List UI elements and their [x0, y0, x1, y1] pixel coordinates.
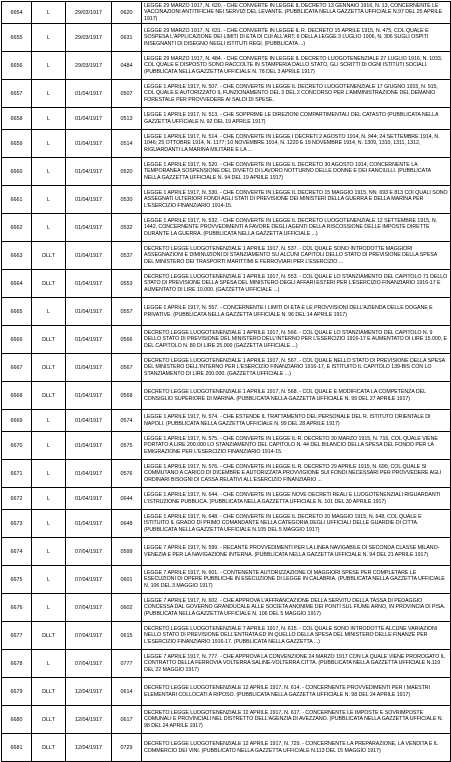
record-number-cell: 6655 — [2, 24, 32, 52]
act-number-cell: 0620 — [112, 2, 142, 24]
act-type-cell: L — [32, 510, 66, 538]
record-number-cell: 6676 — [2, 594, 32, 622]
act-date-cell: 01/04/1917 — [66, 510, 112, 538]
act-type-cell: L — [32, 80, 66, 108]
table-row — [2, 706, 451, 734]
act-date-cell: 01/04/1917 — [66, 80, 112, 108]
act-number-cell: 0566 — [112, 326, 142, 354]
record-number-cell: 6666 — [2, 326, 32, 354]
act-description-cell: LEGGE 7 APRILE 1917, N. 601. - CONTENENTE AUTORIZZAZIONE DI MAGGIORI SPESE PER COMPLETARE LE ESECUZIONI DI OPERE PUBBLICHE IN ESECUZIONE DI LEGGE IN CALABRIA. (PUBBLICATA NELLA GAZZETTA UFFICIALE N. 106 DEL 3 MAGGIO 1917) — [142, 566, 451, 594]
record-number-cell: 6658 — [2, 108, 32, 130]
act-description-cell: DECRETO LEGGE LUOGOTENENZIALE 12 APRILE 1917, N. 617. - CONCERNENTE LE IMPOSTE E SOVRIMPOSTE COMUNALI E PROVINCIALI NEL DISTRETTO DELL'AGENZIA DI AVEZZANO. (PUBBLICATA NELLA GAZZETTA UFFICIALE N. 98 DEL 24 APRILE 1917) — [142, 706, 451, 734]
table-row — [2, 594, 451, 622]
act-date-cell: 01/04/1917 — [66, 242, 112, 270]
record-number-cell: 6664 — [2, 270, 32, 298]
act-number-cell: 0537 — [112, 242, 142, 270]
act-date-cell: 01/04/1917 — [66, 186, 112, 214]
table-row — [2, 734, 451, 762]
act-number-cell: 0617 — [112, 706, 142, 734]
act-description-cell: LEGGE 1 APRILE 1917, N. 520. - CHE CONVERTE IN LEGGE IL DECRETO 30 AGOSTO 1914, CONCERNENTE LA TEMPORANEA SOSPENSIONE DEL DIVIETO DI LAVORO NOTTURNO DELLE DONNE E DEI FANCIULLI. (PUBBLICATA NELLA GAZZETTA UFFICIALE N. 94 DEL 19 APRILE 1917) — [142, 158, 451, 186]
act-date-cell: 07/04/1917 — [66, 538, 112, 566]
act-type-cell: L — [32, 538, 66, 566]
record-number-cell: 6665 — [2, 298, 32, 326]
act-type-cell: DLLT — [32, 326, 66, 354]
act-type-cell: DLLT — [32, 354, 66, 382]
act-type-cell: L — [32, 298, 66, 326]
record-number-cell: 6671 — [2, 460, 32, 488]
act-number-cell: 0576 — [112, 460, 142, 488]
act-date-cell: 01/04/1917 — [66, 298, 112, 326]
act-date-cell: 01/04/1917 — [66, 158, 112, 186]
act-number-cell: 0557 — [112, 298, 142, 326]
act-type-cell: L — [32, 594, 66, 622]
act-description-cell: LEGGE 29 MARZO 1917, N. 484. - CHE CONVERTE IN LEGGE IL DECRETO LUOGOTENENZIALE 27 LUGLIO 1916, N. 1033, COL QUALE E DISPOSTO SONO RACCOLTE IN STAMPERIA DALLO STATO, GLI SCRITTI DI OGNI ISTITUTI SOCIALI. (PUBBLICATA NELLA GAZZETTA UFFICIALE N. 78 DEL 3 APRILE 1917) — [142, 52, 451, 80]
table-row — [2, 108, 451, 130]
record-number-cell: 6680 — [2, 706, 32, 734]
record-number-cell: 6663 — [2, 242, 32, 270]
act-number-cell: 0602 — [112, 594, 142, 622]
act-description-cell: LEGGE 29 MARZO 1917, N. 620. - CHE CONVERTE IN LEGGE IL DECRETO 13 GENNAIO 1916, N. 13, CONCERNENTE LE VACCINAZIONI ANTITIFICHE NEI SERVIZI DEL LEVANTE. (PUBBLICATA NELLA GAZZETTA UFFICIALE N.97 DEL 25 APRILE 1917) — [142, 2, 451, 24]
act-description-cell: LEGGE 1 APRILE 1917, N. 514. - CHE CONVERTE IN LEGGE I DECRETI 2 AGOSTO 1914, N. 944; 24 SETTEMBRE 1914, N. 1046; 25 OTTOBRE 1914, N. 1177; 10 NOVEMBRE 1914, N. 1220 E 19 NOVEMBRE 1914, N. 1309, 1310, 1311, 1312, RIGUARDANTI LA MARINA MILITARE E LA ... — [142, 130, 451, 158]
act-description-cell: LEGGE 29 MARZO 1917, N. 631. - CHE CONVERTE IN LEGGE IL R. DECRETO 15 APRILE 1915, N. 475, COL QUALE E SOSPESA L'APPLICAZIONE DEI LIMITI DI ETA DI CUI ALL'ART. 6 DELLA LEGGE 3 LUGLIO 1906, N. 306 SUGLI OSPITI INSEGNANTI DI DISEGNO NEGLI ISTITUTI REGI. (PUBBLICATA ...) — [142, 24, 451, 52]
act-description-cell: LEGGE 1 APRILE 1917, N. 648. - CHE CONVERTE IN LEGGE IL DECRETO 20 MAGGIO 1915, N. 648, COL QUALE E ISTITUITO IL GRADO DI PRIMO COMANDANTE NELLA CATEGORIA DEGLI UFFICIALI DELLE GUARDIE DI CITTA. (PUBBLICATA NELLA GAZZETTA UFFICIALE N.105 DEL 5 MAGGIO 1917) — [142, 510, 451, 538]
act-description-cell: DECRETO LEGGE LUOGOTENENZIALE 12 APRILE 1917, N. 614. - CONCERNENTE PROVVEDIMENTI PER I MAESTRI ELEMENTARI COLLOCATI A RIPOSO. (PUBBLICATA NELLA GAZZETTA UFFICIALE N. 98 DEL 24 APRILE 1917) — [142, 678, 451, 706]
table-row — [2, 270, 451, 298]
act-date-cell: 12/04/1917 — [66, 678, 112, 706]
act-description-cell: LEGGE 1 APRILE 1917, N. 574. - CHE ESTENDE IL TRATTAMENTO DEL PERSONALE DEL R. ISTITUTO ORIENTALE DI NAPOLI. (PUBBLICATA NELLA GAZZETTA UFFICIALE N. 99 DEL 28 APRILE 1917) — [142, 410, 451, 432]
act-description-cell: DECRETO LEGGE LUOGOTENENZIALE 7 APRILE 1917, N. 615. - COL QUALE SONO INTRODOTTE ALCUNE VARIAZIONI NELLO STATO DI PREVISIONE DELL'ENTRATA ED IN QUELLO DELLA SPESA DEL MINISTERO DELLE FINANZE PER L'ESERCIZIO FINANZIARIO 1916-17. (PUBBLICATA NELLA GAZZETTA ...) — [142, 622, 451, 650]
record-number-cell: 6672 — [2, 488, 32, 510]
act-number-cell: 0553 — [112, 270, 142, 298]
act-description-cell: DECRETO LEGGE LUOGOTENENZIALE 12 APRILE 1917, N. 729. - CONCERNENTE LA PREPARAZIONE, LA VENDITA E IL COMMERCIO DEI VINI. (PUBBLICATO NELLA GAZZETTA UFFICIALE N.113 DEL 15 MAGGIO 1917) — [142, 734, 451, 762]
act-date-cell: 01/04/1917 — [66, 382, 112, 410]
act-date-cell: 01/04/1917 — [66, 410, 112, 432]
act-number-cell: 0777 — [112, 650, 142, 678]
act-number-cell: 0530 — [112, 186, 142, 214]
act-date-cell: 07/04/1917 — [66, 650, 112, 678]
act-date-cell: 29/03/1917 — [66, 2, 112, 24]
act-type-cell: L — [32, 186, 66, 214]
table-row — [2, 80, 451, 108]
act-description-cell: LEGGE 1 APRILE 1917, N. 530. - CHE CONVERTE IN LEGGE IL DECRETO 15 MAGGIO 1915, NN. 693 E 813 COI QUALI SONO ASSEGNATI ULTERIORI FONDI AGLI STATI DI PREVISIONE DEI MINISTERI DELLA GUERRA E DELLA MARINA PER L'ESERCIZIO FINANZIARIO 1914-15. — [142, 186, 451, 214]
act-type-cell: L — [32, 488, 66, 510]
table-row — [2, 214, 451, 242]
act-number-cell: 0520 — [112, 158, 142, 186]
act-description-cell: LEGGE 1 APRILE 1917, N. 575. - CHE CONVERTE IN LEGGE IL R. DECRETO 30 MARZO 1915, N. 716, COL QUALE VIENE PORTATO A LIRE 200.000 LO STANZIAMENTO DEL CAPITOLO N. 44 DEL BILANCIO DELLA SPESA DEL FONDO PER LA EMIGRAZIONE PER L'ESERCIZIO FINANZIARIO 1914-15. — [142, 432, 451, 460]
record-number-cell: 6662 — [2, 214, 32, 242]
record-number-cell: 6675 — [2, 566, 32, 594]
act-date-cell: 01/04/1917 — [66, 214, 112, 242]
act-description-cell: LEGGE 1 APRILE 1917, N. 644. - CHE CONVERTE IN LEGGE NOVE DECRETI REALI E LUOGOTENENZIALI RIGUARDANTI L'ISTRUZIONE PUBBLICA. (PUBBLICATA NELLA GAZZETTA UFFICIALE N. 101 DEL 30 APRILE 1917) — [142, 488, 451, 510]
act-number-cell: 0514 — [112, 130, 142, 158]
table-row — [2, 2, 451, 24]
act-type-cell: DLLT — [32, 622, 66, 650]
act-description-cell: DECRETO LEGGE LUOGOTENENZIALE 1 APRILE 1917, N. 537. - COL QUALE SONO INTRODOTTE MAGGIORI ASSEGNAZIONI E DIMINUZIONI DI STANZIAMENTO SU ALCUNI CAPITOLI DELLO STATO DI PREVISIONE DELLA SPESA DEL MINISTERO DEI TRASPORTI MARITTIMI E FERROVIARI PER L'ESERCIZIO ... — [142, 242, 451, 270]
act-number-cell: 0568 — [112, 382, 142, 410]
act-type-cell: L — [32, 410, 66, 432]
act-date-cell: 12/04/1917 — [66, 706, 112, 734]
act-type-cell: L — [32, 52, 66, 80]
act-number-cell: 0575 — [112, 432, 142, 460]
table-row — [2, 538, 451, 566]
record-number-cell: 6661 — [2, 186, 32, 214]
record-number-cell: 6673 — [2, 510, 32, 538]
table-row — [2, 242, 451, 270]
act-type-cell: L — [32, 2, 66, 24]
act-type-cell: L — [32, 24, 66, 52]
act-number-cell: 0484 — [112, 52, 142, 80]
act-date-cell: 29/03/1917 — [66, 52, 112, 80]
act-description-cell: DECRETO LEGGE LUOGOTENENZIALE 1 APRILE 1917, N. 566. - COL QUALE LO STANZIAMENTO DEL CAPITOLO N. 9 DELLO STATO DI PREVISIONE DEL MINISTERO DELL'INTERNO PER L'ESERCIZIO 1916-17 E AUMENTATO DI LIRE 15.000, E DEL CAPITOLO N. 80 DI LIRE 25.000 (GAZZETTA UFFICIALE ...) — [142, 326, 451, 354]
act-type-cell: DLLT — [32, 382, 66, 410]
table-row — [2, 432, 451, 460]
act-number-cell: 0615 — [112, 622, 142, 650]
act-date-cell: 01/04/1917 — [66, 354, 112, 382]
act-description-cell: LEGGE 1 APRILE 1917, N. 576. - CHE CONVERTE IN LEGGE IL R. DECRETO 29 APRILE 1915, N. 690, COL QUALE SI COMMUTANO A CARICO DI DICEMBRE E AUTORIZZATA PROVVIGIONE SUI FONDI NECESSARI PER PROVVEDERE AGLI ORDINARI BISOGNI DI CASSA RELATIVI ALL'ESERCIZIO FINANZIARIO ... — [142, 460, 451, 488]
record-number-cell: 6654 — [2, 2, 32, 24]
table-row — [2, 488, 451, 510]
act-date-cell: 07/04/1917 — [66, 594, 112, 622]
act-type-cell: DLLT — [32, 242, 66, 270]
act-description-cell: LEGGE 1 APRILE 1917, N. 513. - CHE SOPPRIME LE DIREZIONI COMPARTIMENTALI DEL CATASTO (PUBBLICATA NELLA GAZZETTA UFFICIALE N. 92 DEL 19 APRILE 1917) — [142, 108, 451, 130]
record-number-cell: 6674 — [2, 538, 32, 566]
table-row — [2, 298, 451, 326]
act-description-cell: DECRETO LEGGE LUOGOTENENZIALE 1 APRILE 1917, N. 553. - COL QUALE LO STANZIAMENTO DEL CAPITOLO 71 DELLO STATO DI PREVISIONE DELLA SPESA DEL MINISTERO DEGLI AFFARI ESTERI PER L'ESERCIZIO FINANZIARIO 1916-17 E AUMENTATO DI LIRE 10.000. (GAZZETTA UFFICIALE ...) — [142, 270, 451, 298]
act-type-cell: DLLT — [32, 678, 66, 706]
act-type-cell: L — [32, 566, 66, 594]
record-number-cell: 6669 — [2, 410, 32, 432]
table-body — [2, 2, 451, 762]
act-type-cell: L — [32, 158, 66, 186]
table-row — [2, 460, 451, 488]
act-date-cell: 01/04/1917 — [66, 130, 112, 158]
table-row — [2, 650, 451, 678]
act-date-cell: 01/04/1917 — [66, 488, 112, 510]
act-date-cell: 01/04/1917 — [66, 270, 112, 298]
table-row — [2, 566, 451, 594]
act-description-cell: LEGGE 1 APRILE 1917, N. 557. - CONCERNENTE I LIMITI DI ETA E LE PROVVISIONI DELL'AZIENDA DELLE DOGANE E PRIVATIVE. (PUBBLICATA NELLA GAZZETTA UFFICIALE N. 96 DEL 14 APRILE 1917) — [142, 298, 451, 326]
act-type-cell: L — [32, 432, 66, 460]
table-row — [2, 510, 451, 538]
act-type-cell: L — [32, 130, 66, 158]
table-row — [2, 186, 451, 214]
record-number-cell: 6678 — [2, 650, 32, 678]
table-row — [2, 382, 451, 410]
act-description-cell: LEGGE 1 APRILE 1917, N. 532. - CHE CONVERTE IN LEGGE IL DECRETO LUOGOTENENZIALE 12 SETTEMBRE 1915, N. 1442, CONCERNENTE PROVVEDIMENTI A FAVORE DEGLI AGENTI DELLA RISCOSSIONE DELLE IMPOSTE DIRETTE DURANTE LA GUERRA. (PUBBLICATA NELLA GAZZETTA UFFICIALE ...) — [142, 214, 451, 242]
act-number-cell: 0599 — [112, 538, 142, 566]
act-number-cell: 0532 — [112, 214, 142, 242]
act-date-cell: 07/04/1917 — [66, 622, 112, 650]
act-number-cell: 0631 — [112, 24, 142, 52]
table-row — [2, 52, 451, 80]
act-type-cell: L — [32, 460, 66, 488]
record-number-cell: 6660 — [2, 158, 32, 186]
record-number-cell: 6668 — [2, 382, 32, 410]
record-number-cell: 6681 — [2, 734, 32, 762]
legislation-table — [1, 1, 451, 762]
record-number-cell: 6677 — [2, 622, 32, 650]
act-type-cell: L — [32, 214, 66, 242]
act-description-cell: LEGGE 7 APRILE 1917, N. 599. - RECANTE PROVVEDIMENTI PER LA LINEA NAVIGABILE DI SECONDA CLASSE MILANO-VENEZIA E PER LA NAVIGAZIONE INTERNA. (PUBBLICATA NELLA GAZZETTA UFFICIALE N. 94 DEL 21 APRILE 1917) — [142, 538, 451, 566]
act-date-cell: 07/04/1917 — [66, 566, 112, 594]
act-date-cell: 01/04/1917 — [66, 460, 112, 488]
act-description-cell: LEGGE 1 APRILE 1917, N. 507. - CHE CONVERTE IN LEGGE IL DECRETO LUOGOTENENZIALE 17 GIUGNO 1915, N. 915, COL QUALE E AUTORIZZATO IL FUNZIONAMENTO DEL 3 DEL 2 CONCORSO PER L'AMMINISTRAZIONE DEL DEMANIO FORESTALE PER PROVVEDERE AI SALDI DI SPESE. — [142, 80, 451, 108]
table-row — [2, 158, 451, 186]
table-row — [2, 24, 451, 52]
act-number-cell: 0648 — [112, 510, 142, 538]
table-row — [2, 130, 451, 158]
record-number-cell: 6657 — [2, 80, 32, 108]
act-number-cell: 0574 — [112, 410, 142, 432]
table-row — [2, 678, 451, 706]
act-description-cell: DECRETO LEGGE LUOGOTENENZIALE 1 APRILE 1917, N. 567. - COL QUALE NELLO STATO DI PREVISIONE DELLA SPESA DEL MINISTERO DELL'INTERNO PER L'ESERCIZIO FINANZIARIO 1916-17, E ISTITUITO IL CAPITOLO 139-BIS CON LO STANZIAMENTO DI LIRE 200.000. (GAZZETTA UFFICIALE ...) — [142, 354, 451, 382]
table-row — [2, 410, 451, 432]
act-date-cell: 01/04/1917 — [66, 432, 112, 460]
table-row — [2, 326, 451, 354]
act-number-cell: 0513 — [112, 108, 142, 130]
record-number-cell: 6659 — [2, 130, 32, 158]
act-description-cell: LEGGE 7 APRILE 1917, N. 777. - CHE APPROVA LA CONVENZIONE 24 MARZO 1917 CON LA QUALE VIENE PROROGATO IL CONTRATTO DELLA FERROVIA VOLTERRA SALINE-VOLTERRA CITTA. (PUBBLICATA NELLA GAZZETTA UFFICIALE N.119 DEL 22 MAGGIO 1917) — [142, 650, 451, 678]
act-description-cell: LEGGE 7 APRILE 1917, N. 602. - CHE APPROVA L'AFFRANCAZIONE DELLA SERVITU DELLA TASSA DI PEDAGGIO CONCESSA DAL GOVERNO GRANDUCALE ALLE SOCIETA ANONIME DEI PONTI SUL FIUME ARNO, IN PROVINCIA DI PISA. (PUBBLICATA NELLA GAZZETTA UFFICIALE N. 106 DEL 5 MAGGIO 1917) — [142, 594, 451, 622]
act-date-cell: 29/03/1917 — [66, 24, 112, 52]
act-number-cell: 0507 — [112, 80, 142, 108]
act-type-cell: DLLT — [32, 270, 66, 298]
act-type-cell: L — [32, 108, 66, 130]
record-number-cell: 6667 — [2, 354, 32, 382]
act-type-cell: DLLT — [32, 706, 66, 734]
act-type-cell: L — [32, 650, 66, 678]
act-description-cell: DECRETO LEGGE LUOGOTENENZIALE 1 APRILE 1917, N. 568. - COL QUALE E MODIFICATA LA COMPETENZA DEL CONSIGLIO SUPERIORE DI MARINA. (PUBBLICATA NELLA GAZZETTA UFFICIALE N. 99 DEL 27 APRILE 1917) — [142, 382, 451, 410]
record-number-cell: 6656 — [2, 52, 32, 80]
act-number-cell: 0729 — [112, 734, 142, 762]
act-date-cell: 01/04/1917 — [66, 326, 112, 354]
table-row — [2, 354, 451, 382]
act-date-cell: 01/04/1917 — [66, 108, 112, 130]
act-number-cell: 0644 — [112, 488, 142, 510]
act-number-cell: 0601 — [112, 566, 142, 594]
record-number-cell: 6670 — [2, 432, 32, 460]
act-number-cell: 0614 — [112, 678, 142, 706]
table-row — [2, 622, 451, 650]
record-number-cell: 6679 — [2, 678, 32, 706]
act-number-cell: 0567 — [112, 354, 142, 382]
act-date-cell: 12/04/1917 — [66, 734, 112, 762]
act-type-cell: DLLT — [32, 734, 66, 762]
